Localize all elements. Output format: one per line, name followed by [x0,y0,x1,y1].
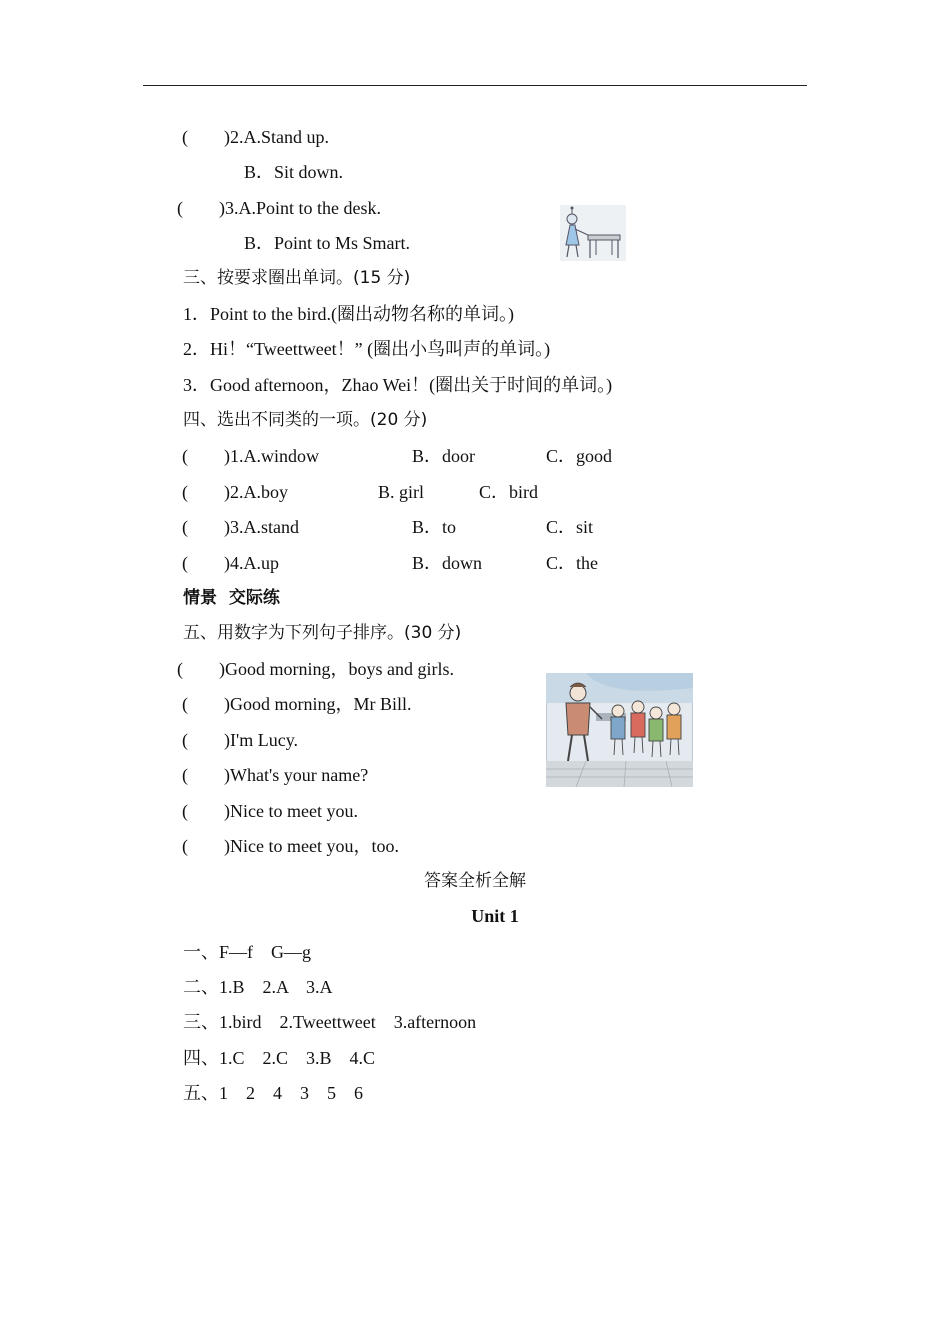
section4-row-4-b: B．down [412,553,483,573]
section5-item-2: ( )Good morning，Mr Bill. [182,694,412,714]
section5-item-1: ( )Good morning，boys and girls. [177,659,454,679]
q2-option-b: B．Sit down. [244,162,344,182]
section4-row-4-a: ( )4.A.up [182,553,279,573]
answer-line-5: 五、1 2 4 3 5 6 [183,1083,363,1103]
section4-row-1-a: ( )1.A.window [182,446,319,466]
answers-title: 答案全析全解 [424,871,526,891]
section4-row-2-c: C．bird [479,482,539,502]
section4-row-3-a: ( )3.A.stand [182,517,299,537]
answer-line-3: 三、1.bird 2.Tweettweet 3.afternoon [183,1012,477,1032]
answer-line-4: 四、1.C 2.C 3.B 4.C [183,1048,376,1068]
section4-row-1-c: C．good [546,446,613,466]
section5-item-6: ( )Nice to meet you，too. [182,836,399,856]
section5-item-5: ( )Nice to meet you. [182,801,358,821]
section4-row-1-b: B．door [412,446,475,466]
section5-item-4: ( )What's your name? [182,765,369,785]
section3-item-3: 3．Good afternoon，Zhao Wei！(圈出关于时间的单词。) [183,375,613,395]
section4-row-4-c: C．the [546,553,598,573]
section4-title: 四、选出不同类的一项。(20 分) [183,410,428,430]
section5-item-3: ( )I'm Lucy. [182,730,299,750]
robot-desk-illustration [560,205,626,261]
scene-heading: 情景 交际练 [183,588,280,608]
answer-line-2: 二、1.B 2.A 3.A [183,977,333,997]
answer-line-1: 一、F—f G—g [183,942,312,962]
section3-item-1: 1．Point to the bird.(圈出动物名称的单词。) [183,304,514,324]
section3-item-2: 2．Hi！“Tweettweet！” (圈出小鸟叫声的单词。) [183,339,551,359]
header-rule [143,85,807,86]
section4-row-3-c: C．sit [546,517,594,537]
section4-row-2-a: ( )2.A.boy [182,482,288,502]
teacher-students-illustration [546,673,693,787]
section4-row-3-b: B．to [412,517,457,537]
section4-row-2-b: B. girl [378,482,425,502]
answers-unit: Unit 1 [471,906,519,926]
section3-title: 三、按要求圈出单词。(15 分) [183,268,411,288]
q2-stem: ( )2.A.Stand up. [182,127,329,147]
q3-option-b: B．Point to Ms Smart. [244,233,411,253]
q3-stem: ( )3.A.Point to the desk. [177,198,381,218]
section5-title: 五、用数字为下列句子排序。(30 分) [183,623,462,643]
